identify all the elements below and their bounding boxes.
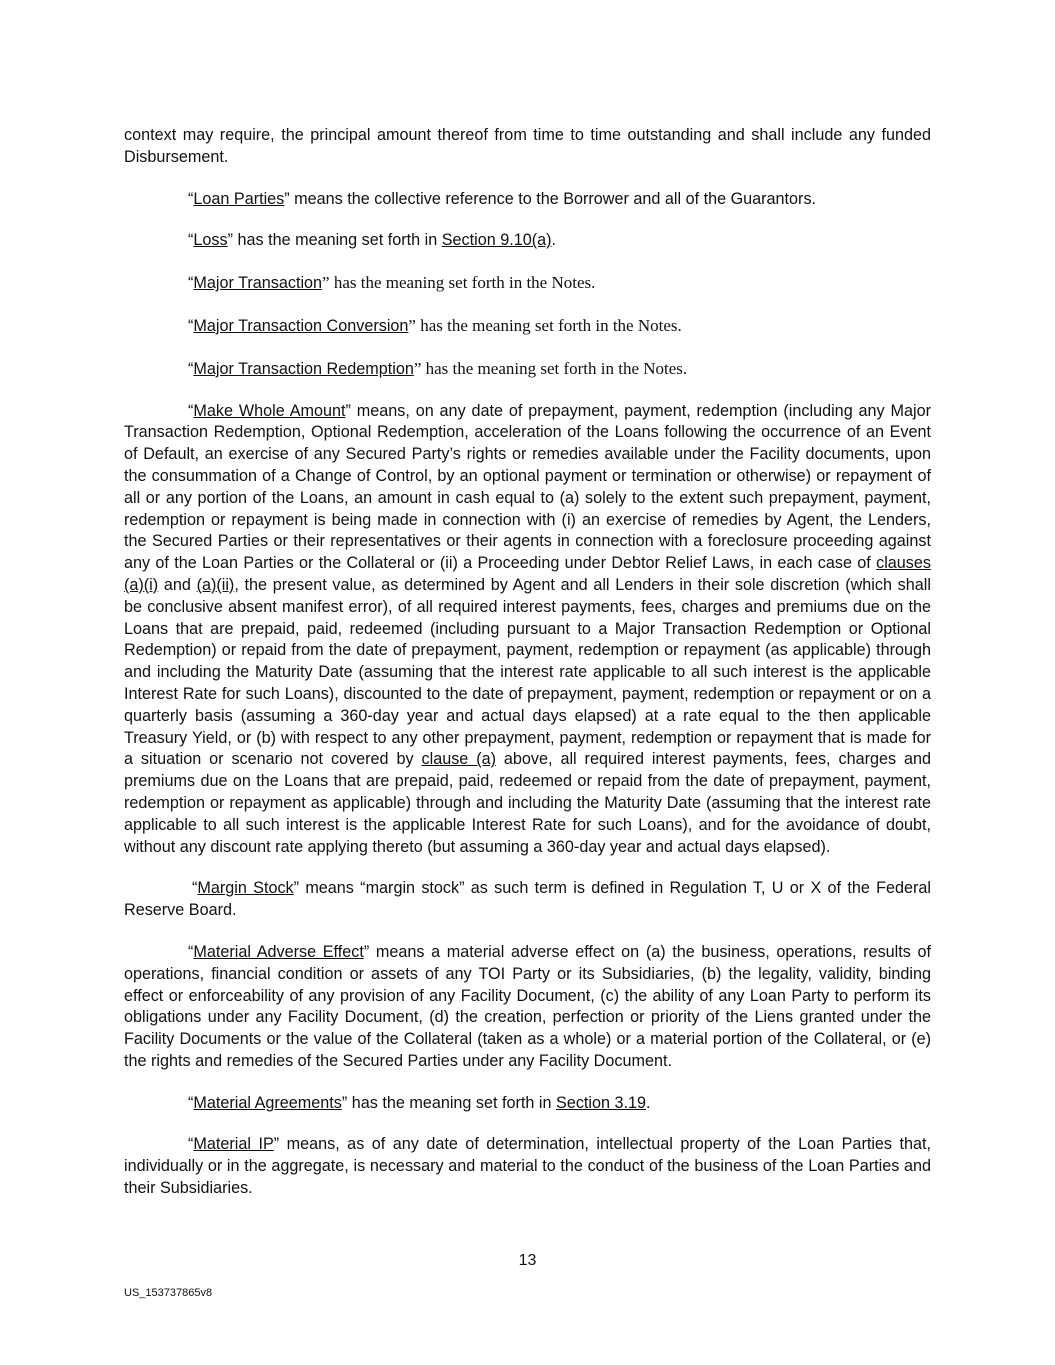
clause-reference: clause (a): [421, 750, 496, 769]
term-major-transaction-redemption: Major Transaction Redemption: [193, 359, 414, 378]
term-major-transaction: Major Transaction: [193, 274, 323, 293]
definition-major-transaction-conversion: “Major Transaction Conversion” has the meaning set forth in the Notes.: [188, 315, 682, 335]
definition-material-agreements: “Material Agreements” has the meaning set forth in Section 3.19.: [188, 1093, 651, 1112]
definition-material-adverse-effect: “Material Adverse Effect” means a material adverse effect on (a) the business, operations, results of operations, financial condition or assets of any TOI Party or its Subsidiaries, (b) the legality, validity, binding effect or enforceability of any provision of any Facility Document, (c) the ability of any Loan Party to perform its obligations under any Facility Document, (d) the creation, perfection or priority of the Liens granted under the Facility Documents or the value of the Collateral (taken as a whole) or a material portion of the Collateral, or (e) the rights and remedies of the Secured Parties under any Facility Document.: [124, 942, 931, 1070]
term-major-transaction-conversion: Major Transaction Conversion: [193, 316, 409, 335]
term-material-adverse-effect: Material Adverse Effect: [193, 942, 364, 961]
document-page: [124, 125, 931, 1220]
term-make-whole-amount: Make Whole Amount: [193, 401, 346, 420]
definition-major-transaction: “Major Transaction” has the meaning set forth in the Notes.: [188, 273, 596, 293]
definition-loan-parties: “Loan Parties” means the collective reference to the Borrower and all of the Guarantors.: [188, 189, 817, 208]
document-id: US_153737865v8: [124, 1287, 213, 1299]
term-loss: Loss: [193, 231, 228, 250]
definition-major-transaction-redemption: “Major Transaction Redemption” has the meaning set forth in the Notes.: [188, 358, 688, 378]
term-loan-parties: Loan Parties: [193, 189, 285, 208]
section-reference: Section 9.10(a): [441, 231, 552, 250]
page-number: 13: [518, 1252, 537, 1269]
clause-reference: (a)(ii): [196, 575, 235, 594]
clause-reference: clauses (a)(i): [124, 554, 931, 594]
definition-make-whole-amount: “Make Whole Amount” means, on any date of prepayment, payment, redemption (including any Major Transaction Redemption, Optional Redemption, acceleration of the Loans following the occurrence of an Event of Default, an exercise of any Secured Party’s rights or remedies available under the Facility documents, upon the consummation of a Change of Control, by an optional payment or termination or otherwise) or repayment of all or any portion of the Loans, an amount in cash equal to (a) solely to the extent such prepayment, payment, redemption or repayment is being made in connection with (i) an exercise of remedies by Agent, the Lenders, the Secured Parties or their representatives or their agents in connection with a foreclosure proceeding against any of the Loan Parties or the Collateral or (ii) a Proceeding under Debtor Relief Laws, in each case of clauses (a)(i) and (a)(ii), the present value, as determined by Agent and all Lenders in their sole discretion (which shall be conclusive absent manifest error), of all required interest payments, fees, charges and premiums due on the Loans that are prepaid, paid, redeemed (including pursuant to a Major Transaction Redemption or Optional Redemption) or repaid from the date of prepayment, payment, redemption or repayment (as applicable) through and including the Maturity Date (assuming that the interest rate applicable to all such interest is the applicable Interest Rate for such Loans), discounted to the date of prepayment, payment, redemption or repayment or on a quarterly basis (assuming a 360-day year and actual days elapsed) at a rate equal to the then applicable Treasury Yield, or (b) with respect to any other prepayment, payment, redemption or repayment that is made for a situation or scenario not covered by clause (a) above, all required interest payments, fees, charges and premiums due on the Loans that are prepaid, paid, redeemed or repaid from the date of prepayment, payment, redemption or repayment as applicable) through and including the Maturity Date (assuming that the interest rate applicable to all such interest is the applicable Interest Rate for such Loans), and for the avoidance of doubt, without any discount rate applying thereto (but assuming a 360-day year and actual days elapsed).: [124, 401, 931, 856]
term-material-agreements: Material Agreements: [193, 1093, 342, 1112]
section-reference: Section 3.19: [556, 1093, 647, 1112]
intro-paragraph: context may require, the principal amount thereof from time to time outstanding and shall include any funded Disbursement.: [124, 126, 931, 166]
definition-loss: “Loss” has the meaning set forth in Section 9.10(a).: [188, 231, 557, 250]
definition-margin-stock: “Margin Stock” means “margin stock” as such term is defined in Regulation T, U or X of the Federal Reserve Board.: [124, 879, 931, 920]
term-material-ip: Material IP: [193, 1135, 274, 1154]
definition-material-ip: “Material IP” means, as of any date of determination, intellectual property of the Loan Parties that, individually or in the aggregate, is necessary and material to the conduct of the business of the Loan Parties and their Subsidiaries.: [124, 1135, 931, 1198]
term-margin-stock: Margin Stock: [197, 879, 294, 898]
